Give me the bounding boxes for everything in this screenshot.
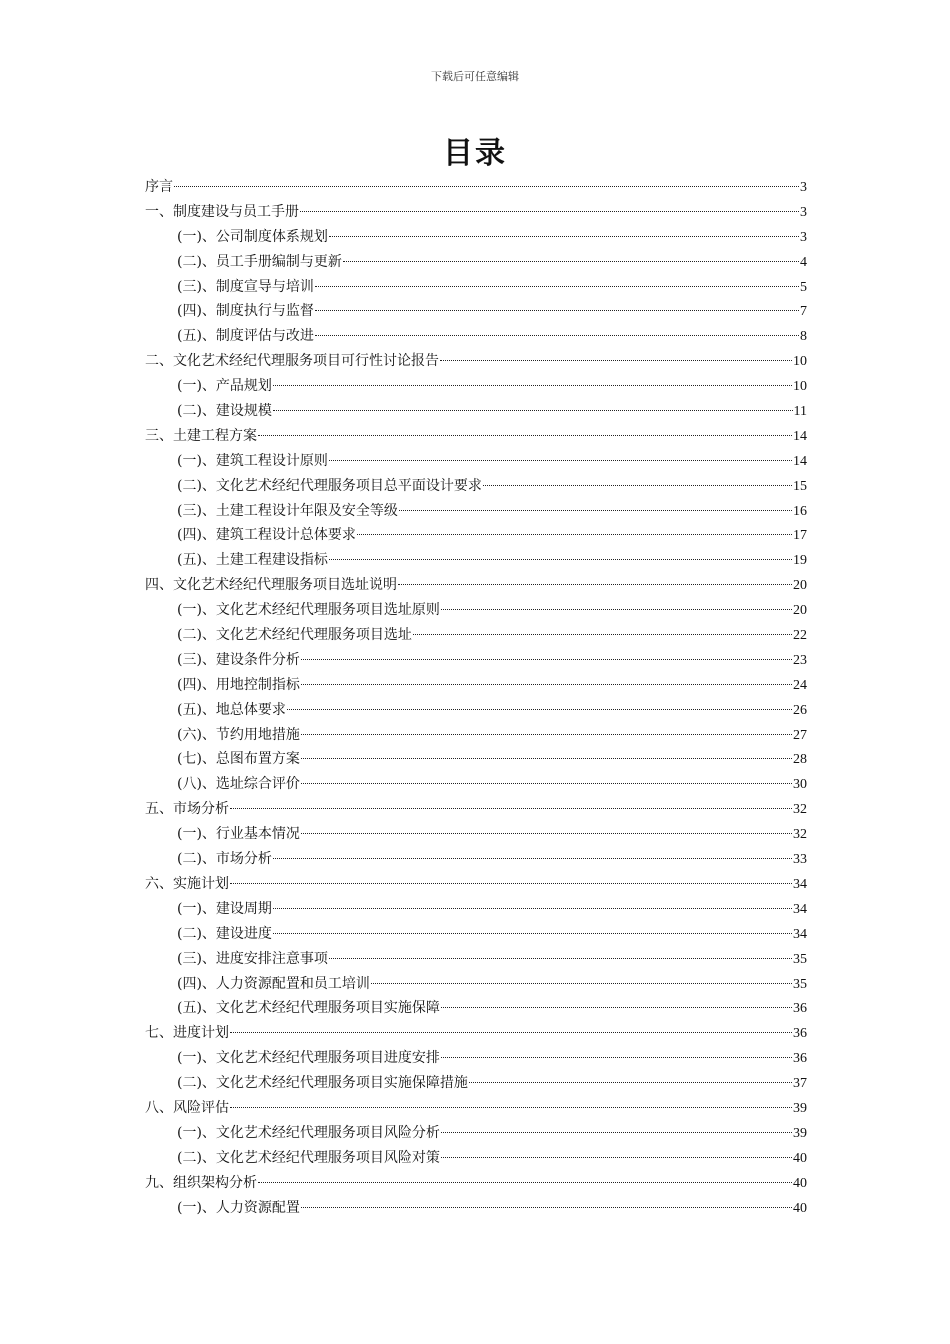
toc-entry[interactable] xyxy=(145,673,807,698)
toc-entry[interactable] xyxy=(145,1071,807,1096)
toc-leader-dots xyxy=(399,510,792,511)
toc-entry-title: (五)、文化艺术经纪代理服务项目实施保障 xyxy=(177,1000,440,1017)
toc-page-number: 14 xyxy=(793,428,807,444)
toc-leader-dots xyxy=(301,684,792,685)
toc-entry-title: (四)、建筑工程设计总体要求 xyxy=(177,527,356,544)
toc-entry[interactable] xyxy=(145,747,807,772)
toc-page-number: 10 xyxy=(793,354,807,370)
toc-leader-dots xyxy=(273,858,792,859)
toc-page-number: 26 xyxy=(793,702,807,718)
toc-page-number: 20 xyxy=(793,603,807,619)
toc-page-number: 22 xyxy=(793,628,807,644)
toc-entry-title: 七、进度计划 xyxy=(145,1025,229,1042)
toc-page-number: 5 xyxy=(800,279,807,295)
toc-leader-dots xyxy=(413,634,792,635)
toc-entry[interactable] xyxy=(145,872,807,897)
toc-page-number: 39 xyxy=(793,1100,807,1116)
toc-entry[interactable] xyxy=(145,299,807,324)
toc-leader-dots xyxy=(329,559,792,560)
toc-entry-title: 一、制度建设与员工手册 xyxy=(145,203,299,220)
toc-leader-dots xyxy=(174,186,799,187)
toc-leader-dots xyxy=(440,360,792,361)
toc-leader-dots xyxy=(329,460,792,461)
toc-entry[interactable] xyxy=(145,499,807,524)
toc-entry-title: (一)、人力资源配置 xyxy=(177,1199,300,1216)
toc-leader-dots xyxy=(230,808,792,809)
toc-entry-title: (一)、公司制度体系规划 xyxy=(177,228,328,245)
toc-entry[interactable] xyxy=(145,897,807,922)
toc-page-number: 27 xyxy=(793,727,807,743)
toc-leader-dots xyxy=(301,833,792,834)
toc-leader-dots xyxy=(441,609,792,610)
toc-page-number: 24 xyxy=(793,677,807,693)
toc-entry[interactable] xyxy=(145,772,807,797)
toc-entry-title: 六、实施计划 xyxy=(145,875,229,892)
toc-entry[interactable] xyxy=(145,175,807,200)
toc-entry-title: (四)、用地控制指标 xyxy=(177,676,300,693)
toc-entry-title: (六)、节约用地措施 xyxy=(177,726,300,743)
toc-leader-dots xyxy=(483,485,792,486)
toc-page-number: 30 xyxy=(793,777,807,793)
toc-leader-dots xyxy=(230,1107,792,1108)
toc-page-number: 23 xyxy=(793,652,807,668)
toc-page-number: 4 xyxy=(800,254,807,270)
toc-leader-dots xyxy=(301,1207,792,1208)
toc-leader-dots xyxy=(230,883,792,884)
toc-entry-title: (一)、建筑工程设计原则 xyxy=(177,452,328,469)
toc-page-number: 20 xyxy=(793,578,807,594)
toc-page-number: 3 xyxy=(800,180,807,195)
toc-entry-title: (一)、行业基本情况 xyxy=(177,826,300,843)
toc-entry-title: (五)、制度评估与改进 xyxy=(177,328,314,345)
toc-page-number: 36 xyxy=(793,1001,807,1017)
toc-page-number: 36 xyxy=(793,1051,807,1067)
toc-leader-dots xyxy=(315,310,799,311)
toc-page-number: 40 xyxy=(793,1150,807,1166)
table-of-contents xyxy=(145,175,807,1220)
toc-entry[interactable] xyxy=(145,1046,807,1071)
toc-entry-title: (八)、选址综合评价 xyxy=(177,776,300,793)
toc-leader-dots xyxy=(441,1057,792,1058)
toc-page-number: 35 xyxy=(793,951,807,967)
toc-leader-dots xyxy=(258,1182,792,1183)
toc-entry-title: (二)、建设规模 xyxy=(177,403,272,420)
toc-leader-dots xyxy=(301,758,792,759)
toc-leader-dots xyxy=(343,261,799,262)
toc-entry-title: (一)、文化艺术经纪代理服务项目选址原则 xyxy=(177,602,440,619)
toc-entry[interactable] xyxy=(145,399,807,424)
toc-entry[interactable] xyxy=(145,598,807,623)
toc-leader-dots xyxy=(371,983,792,984)
toc-entry[interactable] xyxy=(145,996,807,1021)
toc-entry[interactable] xyxy=(145,225,807,250)
toc-entry-title: (二)、建设进度 xyxy=(177,925,272,942)
toc-page-number: 32 xyxy=(793,802,807,818)
toc-entry-title: (四)、人力资源配置和员工培训 xyxy=(177,975,370,992)
toc-entry[interactable] xyxy=(145,922,807,947)
toc-leader-dots xyxy=(315,286,799,287)
toc-leader-dots xyxy=(441,1132,792,1133)
toc-entry[interactable] xyxy=(145,723,807,748)
toc-entry[interactable] xyxy=(145,573,807,598)
toc-page-number: 35 xyxy=(793,976,807,992)
toc-page-number: 36 xyxy=(793,1026,807,1042)
toc-entry[interactable] xyxy=(145,623,807,648)
toc-entry-title: (二)、市场分析 xyxy=(177,851,272,868)
toc-entry-title: (三)、制度宣导与培训 xyxy=(177,278,314,295)
toc-entry[interactable] xyxy=(145,250,807,275)
toc-page-number: 3 xyxy=(800,204,807,220)
toc-entry[interactable] xyxy=(145,349,807,374)
toc-entry[interactable] xyxy=(145,698,807,723)
toc-entry[interactable] xyxy=(145,324,807,349)
toc-leader-dots xyxy=(357,534,792,535)
toc-page-number: 14 xyxy=(793,453,807,469)
toc-entry-title: 序言 xyxy=(145,179,173,195)
toc-entry[interactable] xyxy=(145,648,807,673)
toc-entry-title: (三)、进度安排注意事项 xyxy=(177,950,328,967)
toc-page-number: 16 xyxy=(793,503,807,519)
toc-page-number: 10 xyxy=(793,379,807,395)
toc-entry-title: (五)、土建工程建设指标 xyxy=(177,552,328,569)
toc-entry[interactable] xyxy=(145,275,807,300)
toc-leader-dots xyxy=(315,335,799,336)
toc-leader-dots xyxy=(329,236,799,237)
page-header: 下载后可任意编辑 xyxy=(431,70,519,83)
toc-entry-title: (二)、文化艺术经纪代理服务项目风险对策 xyxy=(177,1149,440,1166)
toc-leader-dots xyxy=(329,958,792,959)
toc-entry-title: (二)、文化艺术经纪代理服务项目实施保障措施 xyxy=(177,1075,468,1092)
toc-entry-title: 九、组织架构分析 xyxy=(145,1174,257,1191)
toc-page-number: 3 xyxy=(800,229,807,245)
toc-entry[interactable] xyxy=(145,523,807,548)
toc-page-number: 34 xyxy=(793,901,807,917)
toc-leader-dots xyxy=(469,1082,792,1083)
toc-entry[interactable] xyxy=(145,449,807,474)
toc-page-number: 17 xyxy=(793,528,807,544)
toc-entry[interactable] xyxy=(145,424,807,449)
toc-leader-dots xyxy=(273,908,792,909)
toc-page-number: 11 xyxy=(793,404,807,420)
toc-page-number: 40 xyxy=(793,1200,807,1216)
toc-entry-title: (一)、建设周期 xyxy=(177,900,272,917)
toc-page-number: 39 xyxy=(793,1125,807,1141)
toc-entry-title: 四、文化艺术经纪代理服务项目选址说明 xyxy=(145,577,397,594)
toc-leader-dots xyxy=(273,385,792,386)
toc-entry-title: (二)、文化艺术经纪代理服务项目总平面设计要求 xyxy=(177,477,482,494)
toc-leader-dots xyxy=(258,435,792,436)
toc-leader-dots xyxy=(273,410,793,411)
toc-entry-title: (二)、文化艺术经纪代理服务项目选址 xyxy=(177,627,412,644)
toc-page-number: 8 xyxy=(800,329,807,345)
toc-entry-title: (一)、产品规划 xyxy=(177,378,272,395)
toc-entry-title: (四)、制度执行与监督 xyxy=(177,303,314,320)
toc-entry[interactable] xyxy=(145,972,807,997)
toc-entry[interactable] xyxy=(145,847,807,872)
toc-entry-title: 三、土建工程方案 xyxy=(145,427,257,444)
toc-entry-title: (一)、文化艺术经纪代理服务项目进度安排 xyxy=(177,1050,440,1067)
toc-leader-dots xyxy=(301,783,792,784)
toc-leader-dots xyxy=(287,709,792,710)
toc-leader-dots xyxy=(301,659,792,660)
toc-entry-title: 二、文化艺术经纪代理服务项目可行性讨论报告 xyxy=(145,353,439,370)
toc-leader-dots xyxy=(300,211,799,212)
toc-entry[interactable] xyxy=(145,1146,807,1171)
toc-entry-title: (五)、地总体要求 xyxy=(177,701,286,718)
toc-entry[interactable] xyxy=(145,1121,807,1146)
toc-entry[interactable] xyxy=(145,374,807,399)
toc-entry[interactable] xyxy=(145,1021,807,1046)
toc-entry[interactable] xyxy=(145,797,807,822)
toc-page-number: 28 xyxy=(793,752,807,768)
page-title: 目录 xyxy=(443,136,507,171)
toc-entry-title: 五、市场分析 xyxy=(145,801,229,818)
toc-entry[interactable] xyxy=(145,474,807,499)
toc-page-number: 32 xyxy=(793,827,807,843)
toc-page-number: 40 xyxy=(793,1175,807,1191)
toc-page-number: 19 xyxy=(793,553,807,569)
toc-entry[interactable] xyxy=(145,1196,807,1221)
toc-entry[interactable] xyxy=(145,200,807,225)
toc-leader-dots xyxy=(441,1007,792,1008)
toc-entry-title: (一)、文化艺术经纪代理服务项目风险分析 xyxy=(177,1124,440,1141)
toc-entry-title: 八、风险评估 xyxy=(145,1099,229,1116)
toc-leader-dots xyxy=(273,933,792,934)
toc-page-number: 33 xyxy=(793,852,807,868)
toc-leader-dots xyxy=(230,1032,792,1033)
toc-page-number: 7 xyxy=(800,304,807,320)
toc-leader-dots xyxy=(441,1157,792,1158)
toc-entry[interactable] xyxy=(145,1171,807,1196)
toc-entry-title: (三)、土建工程设计年限及安全等级 xyxy=(177,502,398,519)
toc-page-number: 15 xyxy=(793,478,807,494)
toc-entry-title: (七)、总图布置方案 xyxy=(177,751,300,768)
toc-entry[interactable] xyxy=(145,548,807,573)
toc-page-number: 34 xyxy=(793,876,807,892)
toc-entry[interactable] xyxy=(145,947,807,972)
toc-entry[interactable] xyxy=(145,822,807,847)
toc-page-number: 37 xyxy=(793,1076,807,1092)
toc-page-number: 34 xyxy=(793,926,807,942)
toc-entry-title: (二)、员工手册编制与更新 xyxy=(177,253,342,270)
toc-entry[interactable] xyxy=(145,1096,807,1121)
toc-leader-dots xyxy=(301,734,792,735)
toc-entry-title: (三)、建设条件分析 xyxy=(177,651,300,668)
toc-leader-dots xyxy=(398,584,792,585)
